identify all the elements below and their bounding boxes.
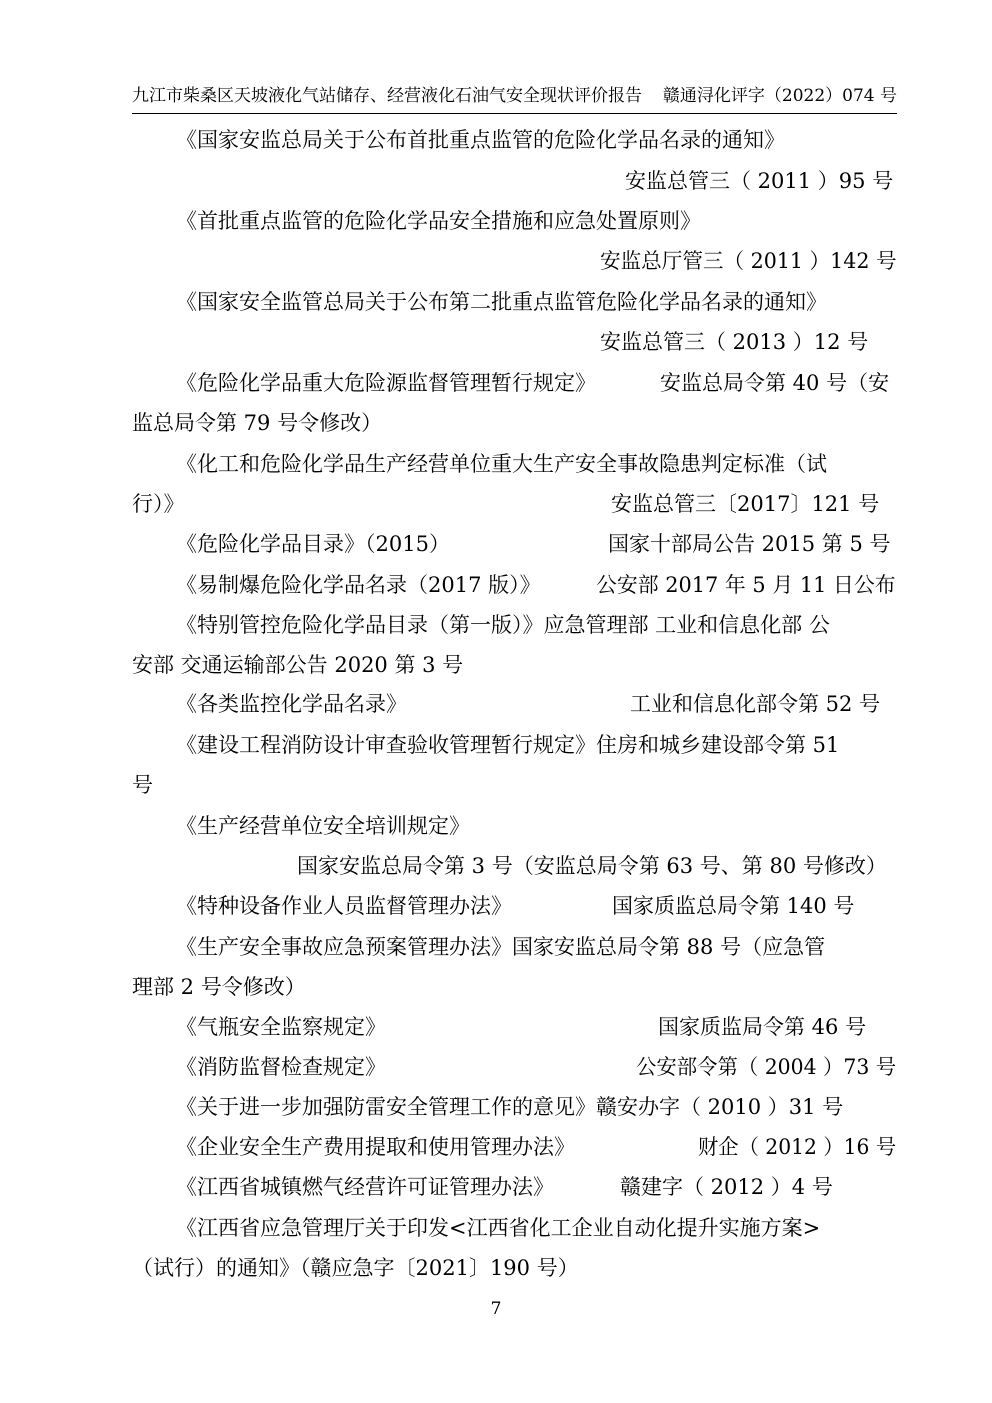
line-12 [176,570,896,600]
regulation-title: 《化工和危险化学品生产经营单位重大生产安全事故隐患判定标准（试 [176,452,827,476]
line-2 [132,166,897,196]
line-26 [176,1132,896,1162]
line-6 [132,327,897,357]
line-5 [176,287,896,317]
line-4 [132,246,897,276]
regulation-title: 《国家安全监管总局关于公布第二批重点监管危险化学品名录的通知》 [176,290,827,314]
line-14 [132,650,897,680]
line-18 [176,811,896,841]
regulation-title: 《气瓶安全监察规定》 [176,1015,386,1039]
regulation-title: 《危险化学品重大危险源监督管理暂行规定》 [176,371,596,395]
regulation-title: 《消防监督检查规定》 [176,1055,386,1079]
line-20 [176,891,896,921]
regulation-continuation: 行）》 [132,492,185,516]
regulation-number: 公安部令第（ 2004 ）73 号 [636,1055,897,1079]
regulation-title: 《生产经营单位安全培训规定》 [176,814,470,838]
regulation-title: 《生产安全事故应急预案管理办法》国家安监总局令第 88 号（应急管 [176,935,826,959]
regulation-number: 安监总厅管三（ 2011 ）142 号 [600,249,897,273]
regulation-title: 《特种设备作业人员监督管理办法》 [176,894,512,918]
regulation-title: 《危险化学品目录》（2015） [176,532,450,556]
regulation-title: 《各类监控化学品名录》 [176,692,407,716]
regulation-number: 财企（ 2012 ）16 号 [698,1135,897,1159]
regulation-number: 国家质监局令第 46 号 [658,1015,867,1039]
line-17 [132,770,897,800]
line-10 [132,489,897,519]
regulation-number: 国家十部局公告 2015 第 5 号 [608,532,891,556]
line-23 [176,1012,896,1042]
regulation-number: 公安部 2017 年 5 月 11 日公布 [596,573,896,597]
header-report-title: 九江市柴桑区天坡液化气站储存、经营液化石油气安全现状评价报告 [132,86,642,106]
regulation-continuation: （试行）的通知》（赣应急字〔2021〕190 号） [132,1256,579,1280]
regulation-title: 《企业安全生产费用提取和使用管理办法》 [176,1135,575,1159]
regulation-title: 《江西省城镇燃气经营许可证管理办法》 [176,1175,554,1199]
line-22 [132,972,897,1002]
regulation-title: 《江西省应急管理厅关于印发<江西省化工企业自动化提升实施方案> [176,1216,821,1240]
line-9 [176,449,896,479]
regulation-number: 国家安监总局令第 3 号（安监总局令第 63 号、第 80 号修改） [297,854,887,878]
line-21 [176,932,896,962]
regulation-title: 《建设工程消防设计审查验收管理暂行规定》住房和城乡建设部令第 51 [176,733,840,757]
regulation-number: 安监总管三（ 2013 ）12 号 [600,330,869,354]
regulation-number: 工业和信息化部令第 52 号 [630,692,881,716]
line-1 [176,125,896,155]
line-29 [132,1253,897,1283]
line-11 [176,529,896,559]
line-7 [176,368,896,398]
regulation-number: 安监总管三〔2017〕121 号 [611,492,880,516]
regulation-continuation: 号 [132,773,153,797]
page-header [132,84,897,114]
line-25 [176,1092,896,1122]
header-document-number: 赣通浔化评字（2022）074 号 [662,86,897,106]
regulation-title: 《首批重点监管的危险化学品安全措施和应急处置原则》 [176,209,701,233]
regulation-title: 《特别管控危险化学品目录（第一版）》应急管理部 工业和信息化部 公 [176,613,830,637]
regulation-continuation: 理部 2 号令修改） [132,975,306,999]
line-3 [176,206,896,236]
line-27 [176,1172,896,1202]
regulation-title: 《关于进一步加强防雷安全管理工作的意见》赣安办字（ 2010 ）31 号 [176,1095,844,1119]
regulation-number: 安监总局令第 40 号（安 [660,371,890,395]
regulation-number: 安监总管三（ 2011 ）95 号 [625,169,894,193]
regulation-continuation: 安部 交通运输部公告 2020 第 3 号 [132,653,464,677]
regulation-number: 赣建字（ 2012 ）4 号 [620,1175,833,1199]
line-15 [176,689,896,719]
regulation-title: 《易制爆危险化学品名录（2017 版）》 [176,573,541,597]
regulation-title: 《国家安监总局关于公布首批重点监管的危险化学品名录的通知》 [176,128,785,152]
line-28 [176,1213,896,1243]
page-number: 7 [490,1299,502,1319]
regulation-number: 国家质监总局令第 140 号 [612,894,855,918]
regulation-continuation: 监总局令第 79 号令修改） [132,411,383,435]
line-16 [176,730,896,760]
line-8 [132,408,897,438]
line-13 [176,610,896,640]
line-24 [176,1052,896,1082]
line-19 [132,851,897,881]
